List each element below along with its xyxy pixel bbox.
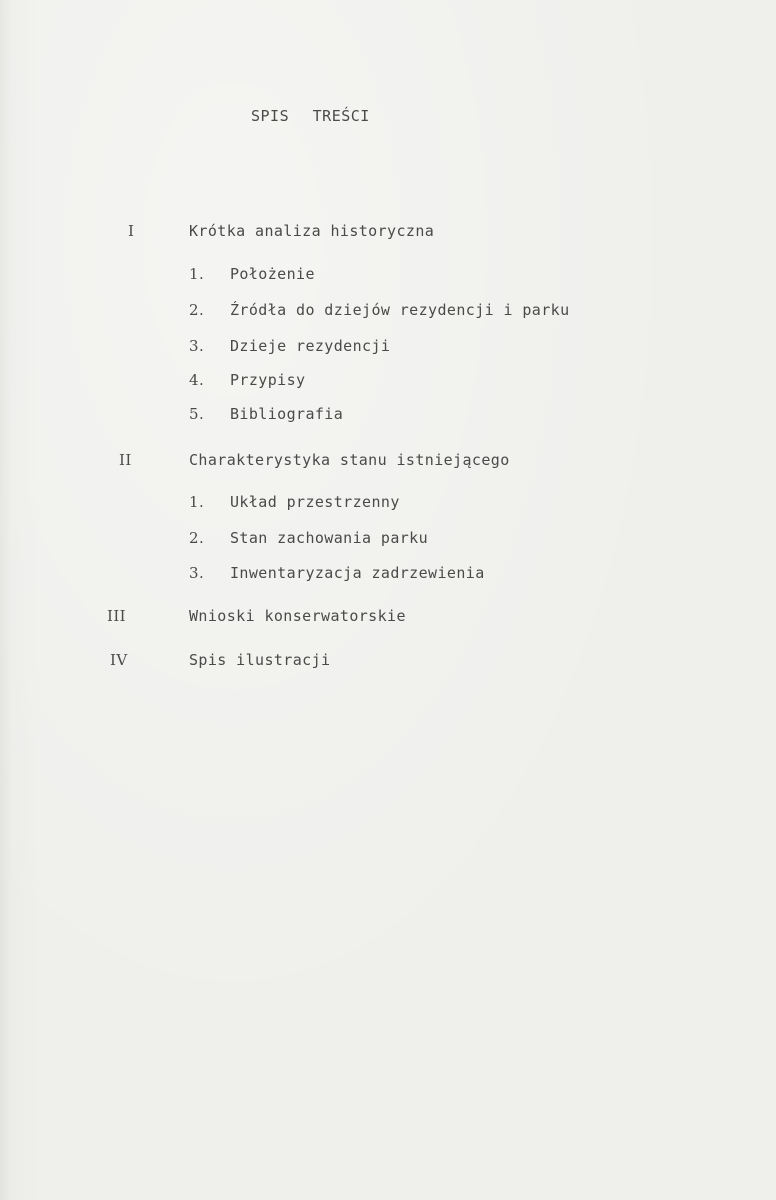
item-label: Układ przestrzenny (230, 493, 400, 511)
item-number: 3. (189, 337, 205, 355)
item-label: Źródła do dziejów rezydencji i parku (230, 301, 570, 319)
item-number: 4. (189, 371, 205, 389)
page-title: SPIS TREŚCI (251, 107, 370, 125)
item-number: 3. (189, 564, 205, 582)
item-number: 1. (189, 493, 205, 511)
item-number: 2. (189, 301, 205, 319)
item-label: Inwentaryzacja zadrzewienia (230, 564, 485, 582)
section-heading: Krótka analiza historyczna (189, 222, 435, 240)
section-heading: Wnioski konserwatorskie (189, 607, 406, 625)
item-number: 5. (189, 405, 205, 423)
item-label: Stan zachowania parku (230, 529, 429, 547)
section-numeral: III (107, 607, 126, 625)
item-number: 1. (189, 265, 205, 283)
item-label: Położenie (230, 265, 315, 283)
item-label: Bibliografia (230, 405, 344, 423)
item-label: Dzieje rezydencji (230, 337, 391, 355)
item-label: Przypisy (230, 371, 306, 389)
section-heading: Charakterystyka stanu istniejącego (189, 451, 510, 469)
item-number: 2. (189, 529, 205, 547)
section-numeral: IV (110, 651, 128, 669)
section-numeral: I (128, 222, 135, 240)
section-heading: Spis ilustracji (189, 651, 331, 669)
section-numeral: II (119, 451, 132, 469)
